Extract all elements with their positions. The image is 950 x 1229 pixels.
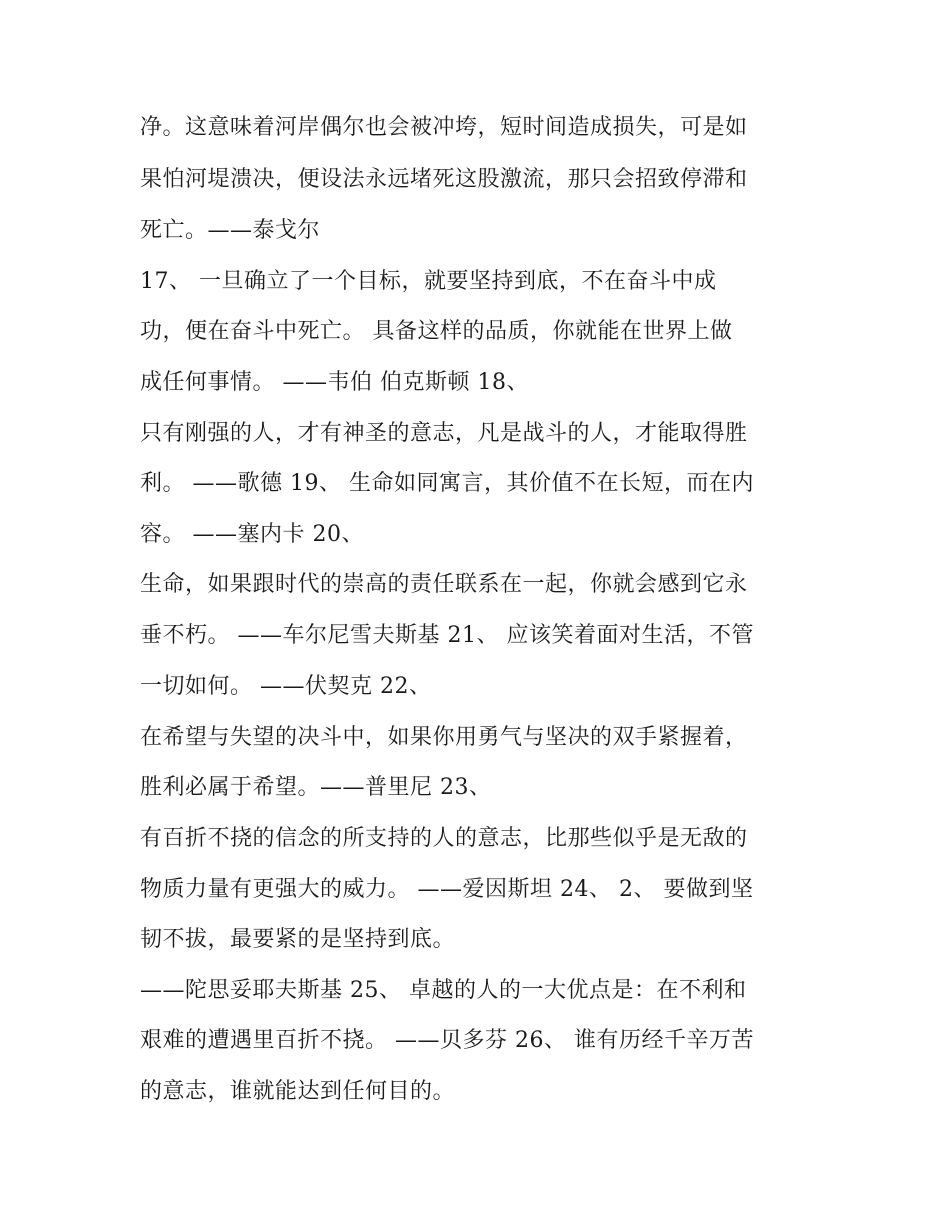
text-line: 死亡。——泰戈尔 [140, 218, 321, 243]
text-line: ——陀思妥耶夫斯基 25、 卓越的人的一大优点是：在不利和 [140, 978, 747, 1003]
text-line: 的意志，谁就能达到任何目的。 [140, 1079, 456, 1104]
text-line: 韧不拔，最要紧的是坚持到底。 [140, 927, 456, 952]
text-line: 艰难的遭遇里百折不挠。 ——贝多芬 26、 谁有历经千辛万苦 [140, 1028, 754, 1053]
text-line: 只有刚强的人，才有神圣的意志，凡是战斗的人，才能取得胜 [140, 421, 748, 446]
text-line: 利。 ——歌德 19、 生命如同寓言，其价值不在长短，而在内 [140, 471, 754, 496]
text-line: 有百折不挠的信念的所支持的人的意志，比那些似乎是无敌的 [140, 826, 748, 851]
text-line: 果怕河堤溃决，便设法永远堵死这股激流，那只会招致停滞和 [140, 167, 748, 192]
text-line: 容。 ——塞内卡 20、 [140, 522, 364, 547]
text-line: 一切如何。 ——伏契克 22、 [140, 674, 432, 699]
text-line: 胜利必属于希望。——普里尼 23、 [140, 775, 492, 800]
text-line: 功，便在奋斗中死亡。 具备这样的品质，你就能在世界上做 [140, 319, 733, 344]
text-line: 物质力量有更强大的威力。 ——爱因斯坦 24、 2、 要做到坚 [140, 877, 754, 902]
text-line: 成任何事情。 ——韦伯 伯克斯顿 18、 [140, 370, 529, 395]
text-line: 生命，如果跟时代的崇高的责任联系在一起，你就会感到它永 [140, 572, 748, 597]
text-line: 净。这意味着河岸偶尔也会被冲垮，短时间造成损失，可是如 [140, 115, 748, 140]
text-line: 在希望与失望的决斗中，如果你用勇气与坚决的双手紧握着， [140, 725, 748, 750]
text-line: 垂不朽。 ——车尔尼雪夫斯基 21、 应该笑着面对生活，不管 [140, 623, 754, 648]
text-line: 17、 一旦确立了一个目标，就要坚持到底，不在奋斗中成 [140, 269, 717, 294]
